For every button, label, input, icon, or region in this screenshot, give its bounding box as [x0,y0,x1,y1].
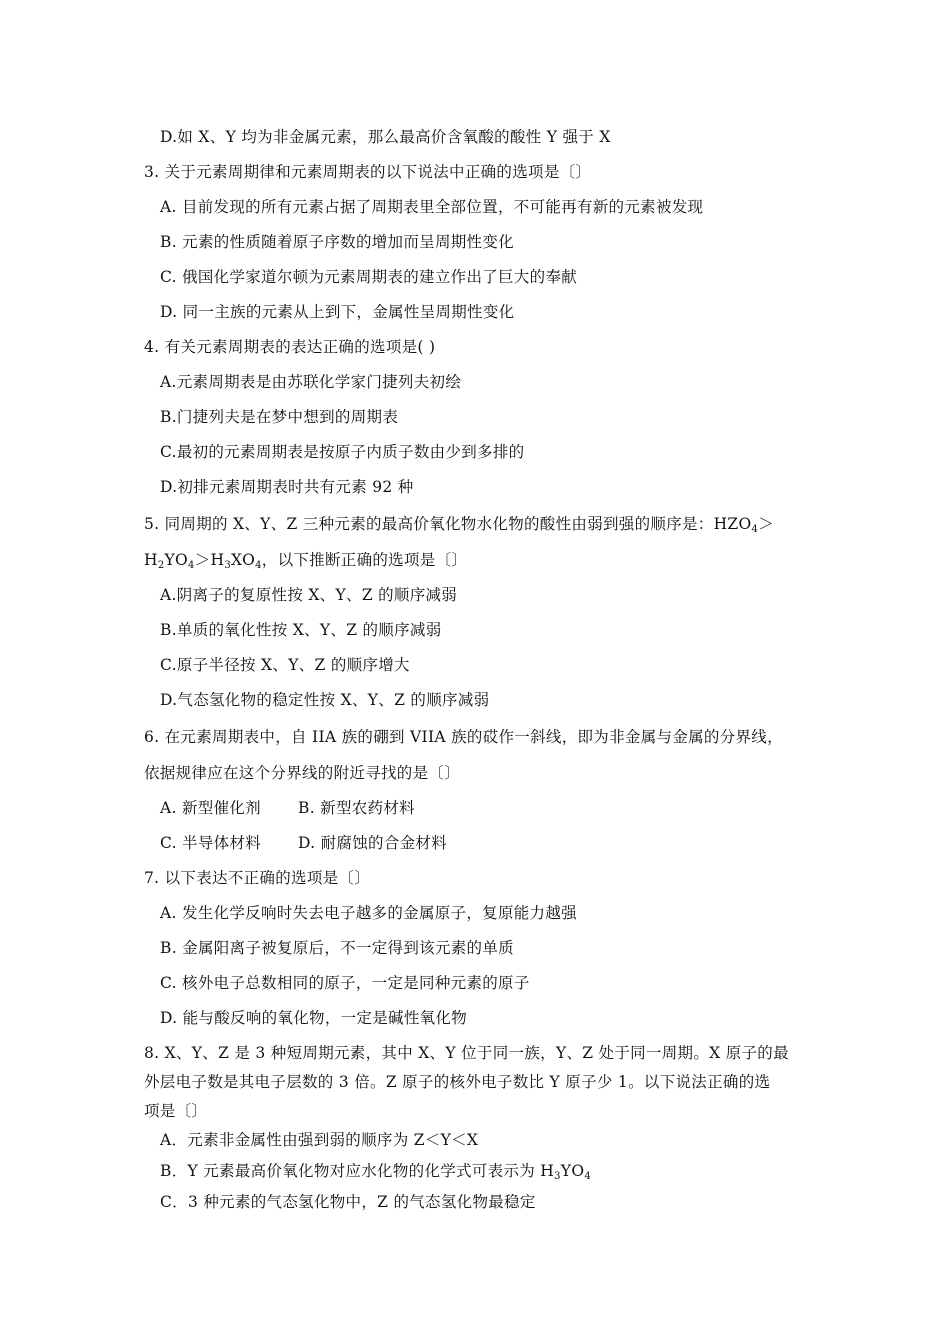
formula-part: YO [164,551,189,569]
question-5-stem-line-1 [144,514,774,534]
question-7-stem: 7. 以下表达不正确的选项是〔〕 [144,869,371,887]
question-8-stem-line-2: 外层电子数是其电子层数的 3 倍。Z 原子的核外电子数比 Y 原子少 1。以下说法正确的选 [144,1073,771,1091]
question-8-stem-line-1: 8. X、Y、Z 是 3 种短周期元素，其中 X、Y 位于同一族，Y、Z 处于同一周期。X 原子的最 [144,1044,789,1062]
formula-part: YO [560,1162,585,1180]
question-5-option-b: B.单质的氧化性按 X、Y、Z 的顺序减弱 [160,621,442,639]
question-4-option-b: B.门捷列夫是在梦中想到的周期表 [160,408,399,426]
formula-part: H [144,551,158,569]
subscript: 4 [751,524,759,535]
subscript: 3 [554,1171,561,1182]
subscript: 2 [157,560,165,571]
question-8-option-c: C．3 种元素的气态氢化物中，Z 的气态氢化物最稳定 [160,1193,536,1211]
subscript: 4 [188,560,195,571]
subscript: 3 [224,560,232,571]
subscript: 4 [255,560,262,571]
question-7-option-b: B. 金属阳离子被复原后，不一定得到该元素的单质 [160,939,514,957]
formula-part: XO [231,551,256,569]
subscript: 4 [584,1171,591,1182]
question-5-stem-tail: ，以下推断正确的选项是〔〕 [261,551,468,569]
question-4-option-d: D.初排元素周期表时共有元素 92 种 [160,478,414,496]
formula-part: ＞H [194,551,225,569]
question-4-option-c: C.最初的元素周期表是按原子内质子数由少到多排的 [160,443,525,461]
question-5-option-d: D.气态氢化物的稳定性按 X、Y、Z 的顺序减弱 [160,691,490,709]
question-8-option-b-text: B．Y 元素最高价氧化物对应水化物的化学式可表示为 H [160,1162,555,1180]
question-3-option-a: A. 目前发现的所有元素占据了周期表里全部位置，不可能再有新的元素被发现 [160,198,704,216]
question-7-option-a: A. 发生化学反响时失去电子越多的金属原子，复原能力越强 [160,904,577,922]
question-8-option-a: A．元素非金属性由强到弱的顺序为 Z＜Y＜X [160,1131,479,1149]
question-7-option-c: C. 核外电子总数相同的原子，一定是同种元素的原子 [160,974,530,992]
question-5-stem-symbol: ＞ [758,515,774,533]
question-3-option-d: D. 同一主族的元素从上到下，金属性呈周期性变化 [160,303,515,321]
question-3-option-c: C. 俄国化学家道尔顿为元素周期表的建立作出了巨大的奉献 [160,268,578,286]
question-6-option-c: C. 半导体材料 [160,834,262,852]
question-6-stem-line-2: 依据规律应在这个分界线的附近寻找的是〔〕 [144,764,461,782]
question-4-stem: 4. 有关元素周期表的表达正确的选项是( ) [144,338,436,356]
question-5-option-c: C.原子半径按 X、Y、Z 的顺序增大 [160,656,410,674]
question-6-option-a: A. 新型催化剂 [160,799,261,817]
question-6-option-b: B. 新型农药材料 [298,799,415,817]
question-8-stem-line-3: 项是〔〕 [144,1102,208,1120]
question-5-stem-line-2 [144,550,467,570]
question-7-option-d: D. 能与酸反响的氧化物，一定是碱性氧化物 [160,1009,468,1027]
question-6-stem-line-1: 6. 在元素周期表中，自 IIA 族的硼到 VIIA 族的砹作一斜线，即为非金属与金属的分界线， [144,728,783,746]
question-3-stem: 3. 关于元素周期律和元素周期表的以下说法中正确的选项是〔〕 [144,163,592,181]
question-5-option-a: A.阴离子的复原性按 X、Y、Z 的顺序减弱 [160,586,458,604]
question-8-option-b [160,1161,591,1181]
prev-question-option-d: D.如 X、Y 均为非金属元素，那么最高价含氧酸的酸性 Y 强于 X [160,128,611,146]
question-3-option-b: B. 元素的性质随着原子序数的增加而呈周期性变化 [160,233,514,251]
question-6-option-d: D. 耐腐蚀的合金材料 [298,834,448,852]
question-4-option-a: A.元素周期表是由苏联化学家门捷列夫初绘 [160,373,462,391]
question-5-stem-text: 5. 同周期的 X、Y、Z 三种元素的最高价氧化物水化物的酸性由弱到强的顺序是：HZO [144,515,752,533]
